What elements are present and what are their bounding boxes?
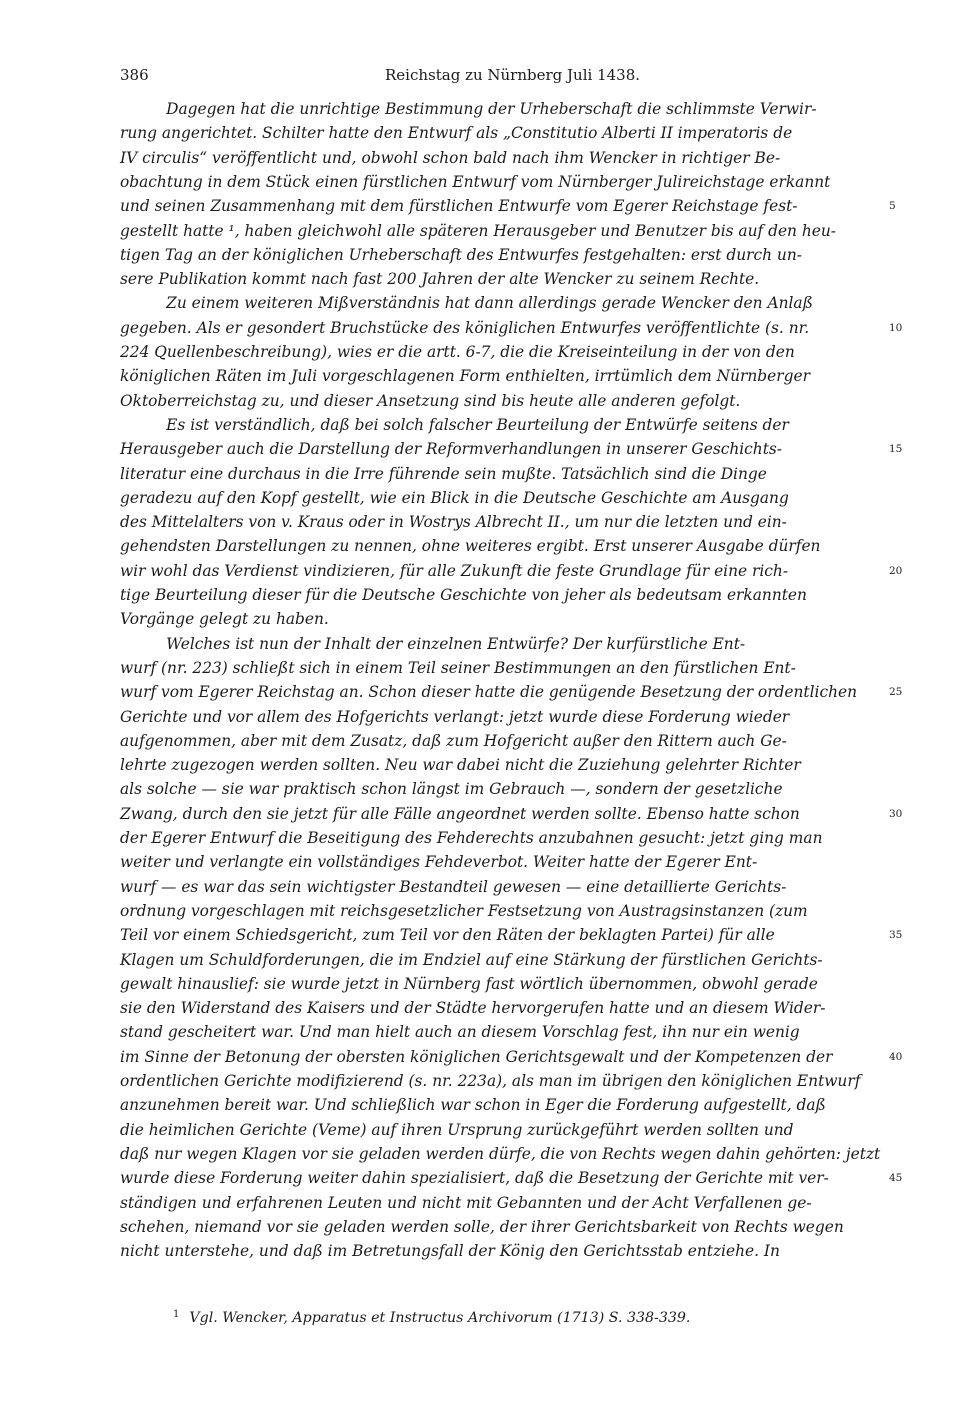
text-line: der Egerer Entwurf die Beseitigung des Fehderechts anzubahnen gesucht: jetzt ging man (120, 829, 823, 847)
text-line: wurf (nr. 223) schließt sich in einem Teil seiner Bestimmungen an den fürstlichen Ent- (120, 658, 796, 677)
text-line: 224 Quellenbeschreibung), wies er die artt. 6-7, die die Kreiseinteilung in der von den (120, 343, 795, 361)
text-line: Teil vor einem Schiedsgericht, zum Teil vor den Räten der beklagten Partei) für alle (120, 926, 775, 945)
text-line: wurde diese Forderung weiter dahin spezialisiert, daß die Besetzung der Gerichte mit ver- (120, 1169, 829, 1188)
text-line: Zu einem weiteren Mißverständnis hat dann allerdings gerade Wencker den Anlaß (120, 294, 813, 313)
text-line: als solche — sie war praktisch schon längst im Gebrauch —, sondern der gesetzliche (120, 780, 783, 799)
text-line: Oktoberreichstag zu, und dieser Ansetzung sind bis heute alle anderen gefolgt. (120, 391, 741, 410)
text-line: die heimlichen Gerichte (Veme) auf ihren Ursprung zurückgeführt werden sollten und (120, 1120, 794, 1139)
text-line: Herausgeber auch die Darstellung der Reformverhandlungen in unserer Geschichts- (120, 440, 782, 459)
margin-line-number: 35 (889, 929, 903, 942)
text-line: wurf — es war das sein wichtigster Bestandteil gewesen — eine detaillierte Gerichts- (120, 877, 787, 896)
text-line: wir wohl das Verdienst vindizieren, für alle Zukunft die feste Grundlage für eine rich- (120, 561, 789, 580)
margin-line-number: 25 (889, 686, 903, 699)
text-line: Vorgänge gelegt zu haben. (120, 610, 329, 629)
text-line: anzunehmen bereit war. Und schließlich war schon in Eger die Forderung aufgestellt, daß (120, 1096, 826, 1115)
page-number: 386 (120, 66, 149, 84)
text-line: IV circulis“ veröffentlicht und, obwohl schon bald nach ihm Wencker in richtiger Be- (120, 148, 781, 167)
text-line: schehen, niemand vor sie geladen werden solle, der ihrer Gerichtsbarkeit von Rechts wegen (120, 1217, 844, 1236)
text-line: lehrte zugezogen werden sollten. Neu war dabei nicht die Zuziehung gelehrter Richter (120, 756, 801, 775)
text-line: Gerichte und vor allem des Hofgerichts verlangt: jetzt wurde diese Forderung wieder (120, 707, 790, 726)
text-line: rung angerichtet. Schilter hatte den Entwurf als „Constitutio Alberti II imperatoris de (120, 124, 793, 143)
text-line: sie den Widerstand des Kaisers und der Städte hervorgerufen hatte und an diesem Wider- (120, 999, 826, 1018)
footnote-text: Vgl. Wencker, Apparatus et Instructus Archivorum (1713) S. 338-339. (189, 1310, 691, 1326)
text-line: gewalt hinauslief: sie wurde jetzt in Nürnberg fast wörtlich übernommen, obwohl gerade (120, 974, 818, 993)
text-line: stand gescheitert war. Und man hielt auch an diesem Vorschlag fest, ihn nur ein wenig (120, 1023, 800, 1042)
footnote-mark: 1 (173, 1309, 180, 1320)
text-line: Es ist verständlich, daß bei solch falscher Beurteilung der Entwürfe seitens der (120, 415, 789, 434)
text-line: königlichen Räten im Juli vorgeschlagenen Form enthielten, irrtümlich dem Nürnberger (120, 367, 810, 386)
text-line: des Mittelalters von v. Kraus oder in Wostrys Albrecht II., um nur die letzten und ein- (120, 513, 787, 532)
running-head: Reichstag zu Nürnberg Juli 1438. (385, 66, 641, 84)
text-line: ordnung vorgeschlagen mit reichsgesetzlicher Festsetzung von Austragsinstanzen (zum (120, 901, 808, 920)
margin-line-number: 45 (889, 1172, 903, 1185)
text-line: ständigen und erfahrenen Leuten und nicht mit Gebannten und der Acht Verfallenen ge- (120, 1193, 812, 1212)
margin-line-number: 15 (889, 443, 903, 456)
text-line: daß nur wegen Klagen vor sie geladen werden dürfe, die von Rechts wegen dahin gehörten: jetzt (120, 1144, 881, 1163)
text-line: obachtung in dem Stück einen fürstlichen Entwurf vom Nürnberger Julireichstage erkannt (120, 172, 831, 191)
text-line: geradezu auf den Kopf gestellt, wie ein Blick in die Deutsche Geschichte am Ausgang (120, 488, 789, 507)
margin-line-number: 30 (889, 807, 903, 820)
footnote (173, 1310, 690, 1326)
text-line: gehendsten Darstellungen zu nennen, ohne weiteres ergibt. Erst unserer Ausgabe dürfen (120, 537, 821, 556)
text-line: literatur eine durchaus in die Irre führende sein mußte. Tatsächlich sind die Dinge (120, 464, 767, 483)
text-line: Dagegen hat die unrichtige Bestimmung der Urheberschaft die schlimmste Verwir- (120, 100, 817, 118)
margin-line-number: 20 (889, 564, 903, 577)
text-line: gegeben. Als er gesondert Bruchstücke des königlichen Entwurfes veröffentlichte (s. nr. (120, 318, 810, 337)
text-line: tige Beurteilung dieser für die Deutsche Geschichte von jeher als bedeutsam erkannten (120, 586, 807, 604)
text-line: aufgenommen, aber mit dem Zusatz, daß zum Hofgericht außer den Rittern auch Ge- (120, 731, 787, 750)
margin-line-number: 5 (889, 200, 896, 213)
margin-line-number: 10 (889, 321, 903, 334)
text-line: Welches ist nun der Inhalt der einzelnen Entwürfe? Der kurfürstliche Ent- (120, 634, 746, 653)
text-line: wurf vom Egerer Reichstag an. Schon dieser hatte die genügende Besetzung der ordentlichen (120, 683, 858, 702)
text-line: weiter und verlangte ein vollständiges Fehdeverbot. Weiter hatte der Egerer Ent- (120, 853, 758, 872)
text-line: gestellt hatte ¹, haben gleichwohl alle späteren Herausgeber und Benutzer bis auf den heu- (120, 221, 836, 240)
text-line: ordentlichen Gerichte modifizierend (s. nr. 223a), als man im übrigen den königlichen Entwurf (120, 1072, 861, 1090)
text-line: im Sinne der Betonung der obersten königlichen Gerichtsgewalt und der Kompetenzen der (120, 1047, 833, 1066)
margin-line-number: 40 (889, 1050, 903, 1063)
text-line: tigen Tag an der königlichen Urheberschaft des Entwurfes festgehalten: erst durch un- (120, 245, 802, 264)
text-line: Klagen um Schuldforderungen, die im Endziel auf eine Stärkung der fürstlichen Gerichts- (120, 950, 823, 969)
text-line: sere Publikation kommt nach fast 200 Jahren der alte Wencker zu seinem Rechte. (120, 270, 760, 289)
text-line: Zwang, durch den sie jetzt für alle Fälle angeordnet werden sollte. Ebenso hatte schon (120, 804, 800, 823)
text-line: und seinen Zusammenhang mit dem fürstlichen Entwurfe vom Egerer Reichstage fest- (120, 197, 798, 216)
page-header (120, 66, 880, 88)
text-line: nicht unterstehe, und daß im Betretungsfall der König den Gerichtsstab entziehe. In (120, 1242, 780, 1261)
